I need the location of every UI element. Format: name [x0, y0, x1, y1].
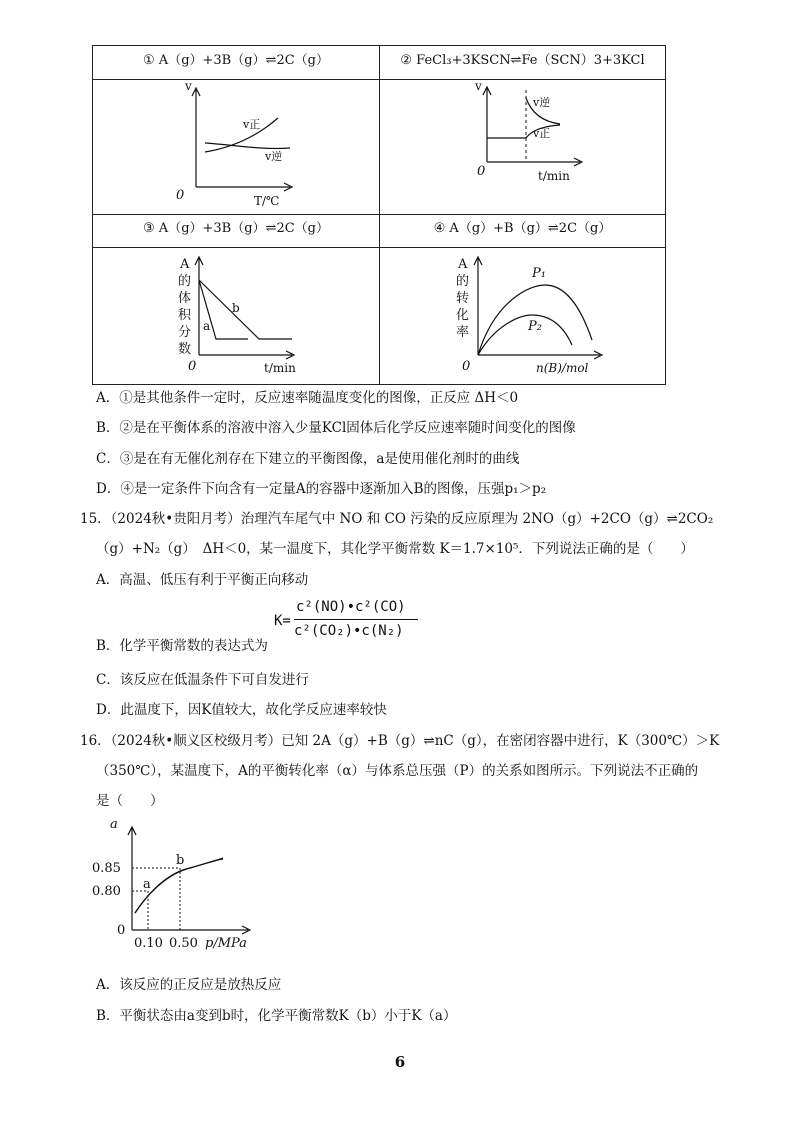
graph-3-xlabel: t/min: [264, 361, 296, 375]
graph-1-curve-reverse: [205, 143, 290, 148]
q16-graph-point-b: b: [176, 853, 185, 868]
q14-option-a: A．①是其他条件一定时，反应速率随温度变化的图像，正反应 ΔH＜0: [96, 390, 519, 406]
svg-text:分: 分: [178, 325, 192, 340]
graph-4-label-p2: P₂: [528, 319, 542, 334]
table-cell-2-header: ② FeCl₃+3KSCN⇌Fe（SCN）3+3KCl: [400, 53, 645, 68]
graph-2-label-forward: v正: [533, 127, 551, 140]
graph-2-ylabel: v: [475, 79, 482, 93]
q16-graph-x-tick-010: 0.10: [134, 936, 163, 951]
graph-3-volume-fraction-vs-time: [178, 257, 296, 375]
graph-1-rate-vs-temperature: [176, 79, 292, 208]
q16-graph-ylabel: a: [110, 817, 118, 832]
graph-3-label-b: b: [232, 301, 240, 315]
q15-stem-line2: （g）+N₂（g） ΔH＜0，某一温度下，其化学平衡常数 K＝1.7×10⁵．下列说法正确的是（ ）: [96, 541, 694, 557]
svg-text:A: A: [180, 257, 190, 272]
q14-option-c: C．③是在有无催化剂存在下建立的平衡图像，a是使用催化剂时的曲线: [96, 451, 520, 467]
svg-text:A: A: [458, 257, 468, 272]
svg-text:体: 体: [178, 291, 192, 306]
q16-graph-x-tick-050: 0.50: [169, 936, 198, 951]
q15-formula-fraction-bar: [294, 619, 418, 620]
q16-conversion-vs-pressure-graph: [90, 810, 290, 960]
svg-text:转: 转: [456, 291, 470, 306]
graph-2-origin: 0: [477, 164, 486, 179]
q14-option-b: B．②是在平衡体系的溶液中溶入少量KCl固体后化学反应速率随时间变化的图像: [96, 420, 576, 436]
q16-graph-origin: 0: [117, 923, 126, 938]
graph-4-origin: 0: [462, 359, 471, 374]
svg-text:化: 化: [456, 308, 470, 323]
svg-text:的: 的: [178, 274, 192, 289]
graph-2-rate-vs-time: [474, 79, 582, 183]
graph-4-xlabel: n(B)/mol: [536, 361, 589, 375]
q14-option-d: D．④是一定条件下向含有一定量A的容器中逐渐加入B的图像，压强p₁＞p₂: [96, 481, 547, 497]
q16-stem-line2: （350℃），某温度下，A的平衡转化率（α）与体系总压强（P）的关系如图所示。下列说法不正确的: [96, 763, 699, 779]
graph-4-conversion-vs-nB: [456, 257, 602, 375]
q16-option-a: A．该反应的正反应是放热反应: [96, 977, 282, 993]
q16-graph-y-tick-085: 0.85: [92, 861, 121, 876]
svg-text:的: 的: [456, 274, 470, 289]
q15-formula-numerator: c²(NO)•c²(CO): [296, 599, 406, 615]
q16-graph-y-tick-080: 0.80: [92, 884, 121, 899]
graph-4-ylabel: [456, 257, 469, 340]
page-number: 6: [394, 1053, 406, 1071]
svg-text:数: 数: [178, 342, 192, 357]
graph-4-label-p1: P₁: [532, 266, 546, 281]
q16-stem-line3: 是（ ）: [96, 793, 164, 809]
table-cell-3-header: ③ A（g）+3B（g）⇌2C（g）: [143, 221, 329, 236]
graph-1-ylabel: v: [185, 79, 192, 93]
q15-stem-line1: 15．（2024秋•贵阳月考）治理汽车尾气中 NO 和 CO 污染的反应原理为 2NO（g）+2CO（g）⇌2CO₂: [80, 511, 714, 527]
graph-2-label-reverse: v逆: [533, 96, 551, 109]
graph-1-label-forward: v正: [243, 118, 261, 131]
q15-option-a: A．高温、低压有利于平衡正向移动: [96, 572, 309, 588]
graph-1-label-reverse: v逆: [265, 150, 283, 163]
q16-graph-xlabel: p/MPa: [205, 936, 247, 951]
q16-option-b: B．平衡状态由a变到b时，化学平衡常数K（b）小于K（a）: [96, 1008, 457, 1024]
q15-formula-denominator: c²(CO₂)•c(N₂): [294, 623, 404, 639]
graph-1-xlabel: T/℃: [254, 194, 280, 208]
q15-option-b: B．化学平衡常数的表达式为: [96, 638, 268, 654]
svg-text:积: 积: [178, 308, 192, 323]
table-cell-4-header: ④ A（g）+B（g）⇌2C（g）: [433, 221, 612, 236]
q15-formula-lhs: K=: [274, 613, 291, 629]
q15-option-d: D．此温度下，因K值较大，故化学反应速率较快: [96, 702, 387, 718]
q16-graph-point-a: a: [143, 877, 151, 892]
graph-3-label-a: a: [203, 319, 211, 333]
q15-option-c: C．该反应在低温条件下可自发进行: [96, 672, 309, 688]
graph-1-origin: 0: [176, 188, 185, 203]
graph-3-ylabel: [178, 257, 192, 357]
table-cell-1-header: ① A（g）+3B（g）⇌2C（g）: [143, 53, 329, 68]
graph-3-origin: 0: [188, 359, 197, 374]
svg-text:率: 率: [456, 325, 470, 340]
q16-stem-line1: 16．（2024秋•顺义区校级月考）已知 2A（g）+B（g）⇌nC（g），在密闭容器中进行，K（300℃）＞K: [80, 733, 720, 749]
graph-2-xlabel: t/min: [538, 169, 570, 183]
graph-4-curve-p2: [478, 315, 572, 355]
